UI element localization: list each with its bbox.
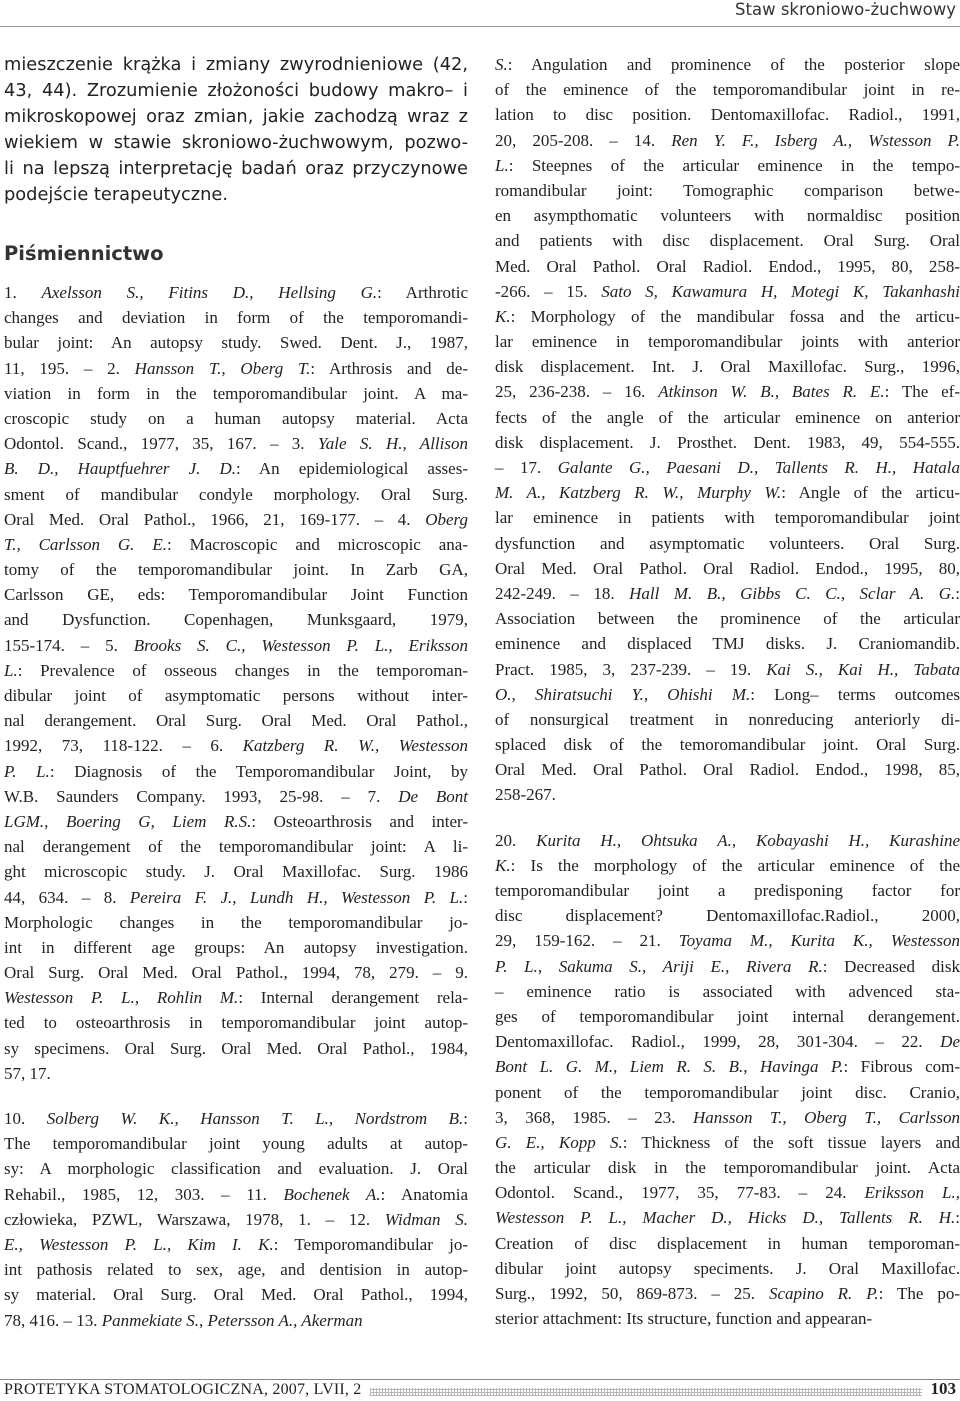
reference-text: : Steepnes of the articular eminence in the tempo- <box>508 155 960 175</box>
reference-text: : Anatomia <box>380 1184 468 1204</box>
reference-authors: E., Westesson P. L., Kim I. K. <box>4 1234 274 1254</box>
reference-line <box>495 52 960 77</box>
reference-text: of the eminence of the temporomandibular joint in re- <box>495 80 960 100</box>
reference-text: ponent of the temporomandibular joint disc. Cranio, <box>495 1082 960 1102</box>
reference-text: Odontol. Scand., 1977, 35, 167. – 3. <box>4 434 318 454</box>
reference-text: disc displacement? Dentomaxillofac.Radiol., 2000, <box>495 906 960 926</box>
reference-line <box>495 757 960 782</box>
reference-line <box>4 381 468 406</box>
reference-line <box>4 1257 468 1282</box>
reference-text: Rehabil., 1985, 12, 303. – 11. <box>4 1184 284 1204</box>
footer-dot-pattern <box>370 1388 922 1396</box>
reference-text: bular joint: An autopsy study. Swed. Dent. J., 1987, <box>4 333 468 353</box>
reference-line <box>4 356 468 381</box>
reference-text: – 17. <box>495 458 558 477</box>
reference-line <box>4 658 468 683</box>
reference-text: Oral Med. Oral Pathol. Oral Radiol. Endod., 1998, 85, <box>495 760 960 780</box>
reference-text: sy specimens. Oral Surg. Oral Med. Oral Pathol., 1984, <box>4 1038 468 1058</box>
reference-text: ght microscopic study. J. Oral Maxillofac. Surg. 1986 <box>4 862 468 882</box>
reference-text: : Angulation and prominence of the posterior slope <box>507 55 960 74</box>
reference-authors: B. D., Hauptfuehrer J. D. <box>4 459 237 479</box>
reference-line <box>495 455 960 480</box>
reference-line <box>4 708 468 733</box>
reference-line <box>4 1131 468 1156</box>
reference-authors: Yale S. H., Allison <box>317 434 468 454</box>
reference-text: 155-174. – 5. <box>4 635 134 655</box>
reference-text: człowieka, PZWL, Warszawa, 1978, 1. – 12. <box>4 1209 385 1229</box>
reference-line <box>4 784 468 809</box>
reference-line <box>4 809 468 834</box>
reference-line <box>495 732 960 757</box>
reference-line <box>4 456 468 481</box>
reference-text: lar eminence in temporomandibular joints with anterior <box>495 332 960 352</box>
reference-line <box>495 329 960 354</box>
reference-line <box>495 1281 960 1306</box>
reference-text: croscopic study on a human autopsy material. Acta <box>4 408 468 428</box>
left-column <box>4 52 468 1333</box>
reference-text: ted to osteoarthrosis in temporomandibular joint autop- <box>4 1013 468 1033</box>
reference-text: nal derangement. Oral Surg. Oral Med. Oral Pathol., <box>4 711 468 731</box>
reference-line <box>495 480 960 505</box>
reference-authors: Widman S. <box>384 1209 468 1229</box>
reference-line <box>495 279 960 304</box>
reference-line <box>495 1004 960 1029</box>
reference-line <box>495 203 960 228</box>
reference-text: 10. <box>4 1109 47 1128</box>
reference-line <box>4 1308 468 1333</box>
reference-line <box>4 1282 468 1307</box>
reference-text: temporomandibular joint a predisponing factor for <box>495 881 960 900</box>
reference-line <box>4 910 468 935</box>
reference-authors: Scapino R. P. <box>768 1284 879 1303</box>
reference-line <box>495 1080 960 1105</box>
reference-authors: K. <box>495 306 511 326</box>
reference-text: and patients with disc displacement. Oral Surg. Oral <box>495 231 960 251</box>
reference-authors: Eriksson L., <box>864 1183 960 1203</box>
reference-text: 1. <box>4 283 42 302</box>
reference-text: the articular disk in the temporomandibular joint. Acta <box>495 1158 960 1178</box>
reference-authors: S. <box>495 55 508 74</box>
reference-text: 25, 236-238. – 16. <box>495 382 659 402</box>
right-column <box>495 52 960 1331</box>
reference-line <box>4 935 468 960</box>
reference-text: sterior attachment: Its structure, function and appearan- <box>495 1309 873 1329</box>
reference-text: Association between the prominence of the articular <box>495 609 960 629</box>
reference-line <box>4 607 468 632</box>
reference-line <box>4 1182 468 1207</box>
intro-line: wiekiem w stawie skroniowo-żuchwowym, pozwo- <box>4 132 468 153</box>
reference-line <box>495 1029 960 1054</box>
reference-line <box>495 954 960 979</box>
reference-text: : Thickness of the soft tissue layers and <box>622 1132 960 1152</box>
reference-gap <box>495 808 960 828</box>
reference-line <box>495 1231 960 1256</box>
reference-line <box>495 354 960 379</box>
reference-text: 29, 159-162. – 21. <box>495 931 679 951</box>
reference-text: Oral Surg. Oral Med. Oral Pathol., 1994, 78, 279. – 9. <box>4 963 468 983</box>
reference-text: Creation of disc displacement in human temporoman- <box>495 1233 960 1253</box>
reference-line <box>495 254 960 279</box>
reference-line <box>495 1105 960 1130</box>
reference-line <box>495 828 960 853</box>
reference-authors: Katzberg R. W., Westesson <box>242 736 468 756</box>
reference-line <box>4 885 468 910</box>
reference-authors: Toyama M., Kurita K., Westesson <box>678 931 960 951</box>
reference-line <box>495 782 960 807</box>
reference-line <box>4 280 468 305</box>
reference-text: disk displacement. J. Prosthet. Dent. 1983, 49, 554-555. <box>495 432 960 452</box>
reference-line <box>495 657 960 682</box>
reference-line <box>4 683 468 708</box>
reference-line <box>4 1156 468 1181</box>
reference-authors: L. <box>4 660 18 680</box>
reference-text: nal derangement of the temporomandibular joint: A li- <box>4 837 468 857</box>
reference-line <box>495 1155 960 1180</box>
reference-text: 57, 17. <box>4 1063 51 1083</box>
reference-authors: Westesson P. L., Macher D., Hicks D., Tallents R. H. <box>495 1208 956 1228</box>
intro-line: mieszczenie krążka i zmiany zwyrodnieniowe (42, <box>4 54 468 75</box>
reference-text: : Internal derangement rela- <box>238 988 468 1008</box>
reference-authors: Hall M. B., Gibbs C. C., Sclar A. G. <box>629 583 956 603</box>
intro-line: 43, 44). Zrozumienie złożoności budowy makro– i <box>4 80 468 101</box>
reference-line <box>495 556 960 581</box>
reference-text: int in different age groups: An autopsy investigation. <box>4 937 468 957</box>
reference-text: splaced disk of the temoromandibular joint. Oral Surg. <box>495 735 960 755</box>
reference-text: Oral Med. Oral Pathol., 1966, 21, 169-177. – 4. <box>4 509 426 529</box>
reference-line <box>495 1130 960 1155</box>
reference-text: – eminence ratio is associated with advenced sta- <box>495 981 960 1001</box>
reference-authors: De <box>940 1032 960 1052</box>
reference-line <box>495 979 960 1004</box>
reference-line <box>495 178 960 203</box>
reference-text: W.B. Saunders Company. 1993, 25-98. – 7. <box>4 786 399 806</box>
reference-line <box>495 1205 960 1230</box>
intro-paragraph <box>4 52 468 208</box>
reference-text: Pract. 1985, 3, 237-239. – 19. <box>495 659 767 679</box>
reference-line <box>495 1180 960 1205</box>
reference-line <box>4 759 468 784</box>
reference-line <box>4 1207 468 1232</box>
reference-authors: Panmekiate S., Petersson A., Akerman <box>101 1310 363 1330</box>
reference-line <box>495 430 960 455</box>
reference-authors: M. A., Katzberg R. W., Murphy W. <box>495 483 782 503</box>
reference-text: : Macroscopic and microscopic ana- <box>166 534 469 554</box>
reference-line <box>495 903 960 928</box>
reference-line <box>495 102 960 127</box>
reference-text: : <box>955 1208 960 1228</box>
reference-text: 242-249. – 18. <box>495 583 630 603</box>
reference-line <box>495 878 960 903</box>
reference-line <box>4 733 468 758</box>
reference-line <box>495 631 960 656</box>
reference-authors: De Bont <box>398 786 468 806</box>
reference-text: : Long– terms outcomes <box>750 684 960 704</box>
reference-authors: Ren Y. F., Isberg A., Wstesson P. <box>671 130 960 150</box>
reference-text: : <box>955 583 960 603</box>
reference-text: fects of the angle of the articular eminence on anterior <box>495 407 960 427</box>
references-heading: Piśmiennictwo <box>4 242 164 265</box>
reference-line <box>495 707 960 732</box>
reference-line <box>495 1256 960 1281</box>
reference-authors: Brooks S. C., Westesson P. L., Eriksson <box>133 635 468 655</box>
reference-authors: Atkinson W. B., Bates R. E. <box>658 382 885 402</box>
reference-text: : An epidemiological asses- <box>236 459 468 479</box>
reference-text: sy material. Oral Surg. Oral Med. Oral Pathol., 1994, <box>4 1285 468 1305</box>
intro-line: li na lepszą interpretację badań oraz przyczynowe <box>4 158 468 179</box>
running-head: Staw skroniowo-żuchwowy <box>735 0 956 19</box>
references-list-right <box>495 52 960 1331</box>
intro-line: podejście terapeutyczne. <box>4 184 228 205</box>
reference-line <box>4 557 468 582</box>
reference-text: eminence and displaced TMJ disks. J. Craniomandib. <box>495 634 960 654</box>
reference-line <box>495 606 960 631</box>
reference-line <box>4 834 468 859</box>
reference-line <box>4 1232 468 1257</box>
reference-text: : Arthrotic <box>377 283 468 302</box>
reference-text: Oral Med. Oral Pathol. Oral Radiol. Endod., 1995, 80, <box>495 558 960 578</box>
reference-line <box>495 128 960 153</box>
reference-line <box>495 682 960 707</box>
reference-line <box>495 505 960 530</box>
reference-text: Odontol. Scand., 1977, 35, 77-83. – 24. <box>495 1183 865 1203</box>
reference-line <box>495 379 960 404</box>
reference-text: lation to disc position. Dentomaxillofac. Radiol., 1991, <box>495 105 960 125</box>
reference-gap <box>4 1086 468 1106</box>
references-list-left <box>4 280 468 1333</box>
reference-authors: P. L., Sakuma S., Ariji E., Rivera R. <box>495 956 823 976</box>
reference-text: 44, 634. – 8. <box>4 887 130 907</box>
reference-text: romandibular joint: Tomographic comparison betwe- <box>495 180 960 200</box>
reference-line <box>4 1036 468 1061</box>
reference-text: : Prevalence of osseous changes in the temporoman- <box>17 660 468 680</box>
reference-line <box>495 304 960 329</box>
reference-authors: K. <box>495 855 511 875</box>
footer-rule <box>0 1379 960 1380</box>
reference-authors: Kurita H., Ohtsuka A., Kobayashi H., Kurashine <box>536 830 960 850</box>
reference-line <box>495 228 960 253</box>
reference-line <box>4 859 468 884</box>
reference-text: : Temporomandibular jo- <box>273 1234 468 1254</box>
reference-text: : <box>463 1109 468 1128</box>
reference-text: -266. – 15. <box>495 281 602 301</box>
reference-authors: Galante G., Paesani D., Tallents R. H., Hatala <box>557 458 960 477</box>
reference-text: Carlsson GE, eds: Temporomandibular Joint Function <box>4 585 468 605</box>
reference-text: Med. Oral Pathol. Oral Radiol. Endod., 1995, 80, 258- <box>495 256 960 276</box>
reference-line <box>4 507 468 532</box>
reference-authors: Bont L. G. M., Liem R. S. B., Havinga P. <box>495 1057 844 1077</box>
reference-text: 11, 195. – 2. <box>4 358 135 378</box>
reference-line <box>4 960 468 985</box>
reference-authors: Kai S., Kai H., Tabata <box>766 659 960 679</box>
reference-authors: L. <box>495 155 509 175</box>
reference-text: 3, 368, 1985. – 23. <box>495 1107 693 1127</box>
reference-text: dibular joint autopsy speciments. J. Oral Maxillofac. <box>495 1258 960 1278</box>
reference-text: sment of mandibular condyle morphology. Oral Surg. <box>4 484 468 504</box>
reference-text: viation in form in the temporomandibular joint. A ma- <box>4 383 468 403</box>
reference-authors: Oberg <box>425 509 468 529</box>
reference-text: : The ef- <box>884 382 960 402</box>
reference-text: The temporomandibular joint young adults at autop- <box>4 1134 468 1154</box>
reference-text: 1992, 73, 118-122. – 6. <box>4 736 243 756</box>
reference-line <box>495 928 960 953</box>
reference-text: tomy of the temporomandibular joint. In Zarb GA, <box>4 560 468 580</box>
reference-authors: Westesson P. L., Rohlin M. <box>4 988 239 1008</box>
reference-line <box>495 405 960 430</box>
reference-line <box>495 77 960 102</box>
reference-text: ges of temporomandibular joint internal derangement. <box>495 1006 960 1026</box>
reference-line <box>495 1306 960 1331</box>
reference-text: dibular joint of asymptomatic persons without inter- <box>4 686 468 705</box>
reference-line <box>495 531 960 556</box>
reference-text: dysfunction and asymptomatic volunteers. Oral Surg. <box>495 533 960 553</box>
reference-authors: LGM., Boering G, Liem R.S. <box>4 811 252 831</box>
reference-text: 258-267. <box>495 785 556 805</box>
reference-text: : Is the morphology of the articular eminence of the <box>510 855 960 875</box>
reference-text: Surg., 1992, 50, 869-873. – 25. <box>495 1284 769 1303</box>
reference-line <box>495 853 960 878</box>
reference-text: : <box>463 887 468 907</box>
reference-text: changes and deviation in form of the temporomandi- <box>4 308 468 328</box>
header-rule <box>0 26 960 27</box>
reference-text: sy: A morphologic classification and evaluation. J. Oral <box>4 1159 468 1179</box>
reference-line <box>4 1010 468 1035</box>
page-number: 103 <box>930 1379 956 1398</box>
reference-text: Morphologic changes in the temporomandibular jo- <box>4 912 468 932</box>
reference-line <box>4 532 468 557</box>
reference-line <box>4 482 468 507</box>
reference-text: : Arthrosis and de- <box>310 358 468 378</box>
reference-line <box>4 985 468 1010</box>
reference-authors: Sato S, Kawamura H, Motegi K, Takanhashi <box>601 281 960 301</box>
reference-line <box>4 1061 468 1086</box>
reference-authors: Solberg W. K., Hansson T. L., Nordstrom B. <box>46 1109 464 1128</box>
reference-authors: G. E., Kopp S. <box>495 1132 623 1152</box>
reference-text: disk displacement. Int. J. Oral Maxillofac. Surg., 1996, <box>495 357 960 377</box>
reference-text: Dentomaxillofac. Radiol., 1999, 28, 301-304. – 22. <box>495 1032 941 1052</box>
reference-text: 20, 205-208. – 14. <box>495 130 672 150</box>
reference-line <box>4 406 468 431</box>
reference-line <box>4 633 468 658</box>
reference-text: en asympthomatic volunteers with normaldisc position <box>495 206 960 226</box>
reference-text: : Morphology of the mandibular fossa and the articu- <box>510 306 960 326</box>
reference-text: int pathosis related to sex, age, and dentision in autop- <box>4 1260 468 1280</box>
journal-citation: PROTETYKA STOMATOLOGICZNA, 2007, LVII, 2 <box>4 1381 362 1398</box>
reference-text: 78, 416. – 13. <box>4 1310 102 1330</box>
reference-text: 20. <box>495 830 537 850</box>
reference-authors: Hansson T., Oberg T., Carlsson <box>692 1107 960 1127</box>
intro-line: mikroskopowej oraz zmian, jakie zachodzą wraz z <box>4 106 468 127</box>
reference-text: : Osteoarthrosis and inter- <box>251 811 468 831</box>
reference-line <box>4 431 468 456</box>
reference-line <box>495 153 960 178</box>
reference-text: : Fibrous com- <box>843 1057 960 1077</box>
reference-authors: O., Shiratsuchi Y., Ohishi M. <box>495 684 751 704</box>
reference-line <box>495 1054 960 1079</box>
reference-text: : Angle of the articu- <box>781 483 960 503</box>
reference-text: : Decreased disk <box>822 956 960 976</box>
reference-line <box>4 330 468 355</box>
reference-line <box>4 582 468 607</box>
reference-authors: Axelsson S., Fitins D., Hellsing G. <box>41 283 378 302</box>
reference-text: : The po- <box>878 1284 960 1303</box>
reference-authors: P. L. <box>4 761 50 781</box>
reference-line <box>495 581 960 606</box>
reference-text: : Diagnosis of the Temporomandibular Joint, by <box>49 761 468 781</box>
reference-authors: Hansson T., Oberg T. <box>134 358 311 378</box>
reference-text: of nonsurgical treatment in nonreducing anteriorly di- <box>495 709 960 729</box>
reference-text: lar eminence in patients with temporomandibular joint <box>495 508 960 528</box>
reference-text: and Dysfunction. Copenhagen, Munksgaard, 1979, <box>4 610 468 630</box>
reference-authors: T., Carlsson G. E. <box>4 534 167 554</box>
reference-authors: Pereira F. J., Lundh H., Westesson P. L. <box>129 887 464 907</box>
reference-line <box>4 1106 468 1131</box>
reference-authors: Bochenek A. <box>283 1184 381 1204</box>
reference-line <box>4 305 468 330</box>
